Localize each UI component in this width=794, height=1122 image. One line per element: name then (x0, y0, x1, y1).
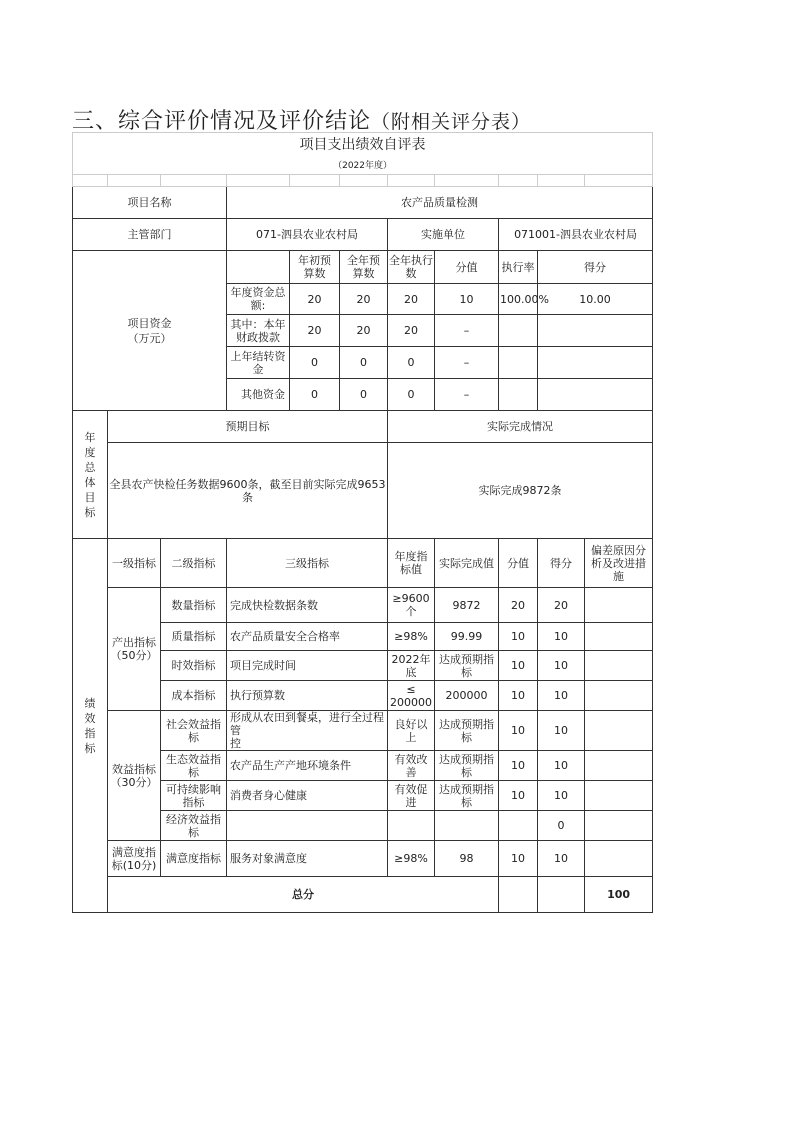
goal-actual: 实际完成9872条 (388, 443, 653, 539)
funds-header-score-value: 分值 (435, 251, 499, 284)
table-year: （2022年度） (73, 159, 653, 175)
funds-executed: 0 (388, 347, 435, 379)
ind-level2: 生态效益指 标 (161, 751, 227, 781)
funds-annual: 20 (340, 284, 388, 315)
ind-level2: 质量指标 (161, 623, 227, 651)
ind-score: 10 (538, 841, 585, 877)
funds-rate (499, 347, 538, 379)
funds-initial: 20 (290, 284, 340, 315)
ind-actual: 达成预期指 标 (435, 781, 499, 811)
ind-level3: 完成快检数据条数 (227, 588, 388, 623)
ind-target (388, 811, 435, 841)
funds-executed: 20 (388, 315, 435, 347)
ind-score: 10 (538, 711, 585, 751)
ind-score-value: 10 (499, 681, 538, 711)
ind-note (585, 651, 653, 681)
ind-note (585, 681, 653, 711)
ind-target: 良好以 上 (388, 711, 435, 751)
ind-actual: 98 (435, 841, 499, 877)
group-satisfaction (108, 841, 161, 877)
total-label: 总分 (108, 877, 499, 913)
section-heading-sub: （附相关评分表） (371, 111, 532, 133)
ind-actual: 200000 (435, 681, 499, 711)
dept-value: 071-泗县农业农村局 (227, 219, 388, 251)
ind-target: ≥98% (388, 841, 435, 877)
funds-score (538, 347, 653, 379)
section-heading (72, 104, 531, 135)
goal-actual-label: 实际完成情况 (388, 411, 653, 443)
ind-score: 0 (538, 811, 585, 841)
goal-expected: 全县农产快检任务数据9600条，截至目前实际完成9653条 (108, 443, 388, 539)
ind-level3 (227, 811, 388, 841)
ind-score-value: 10 (499, 623, 538, 651)
ind-actual: 达成预期指 标 (435, 751, 499, 781)
ind-target: 2022年 底 (388, 651, 435, 681)
dept-label: 主管部门 (73, 219, 227, 251)
total-score-value: 100 (585, 877, 653, 913)
ind-score: 10 (538, 651, 585, 681)
ind-score: 10 (538, 623, 585, 651)
funds-header-score: 得分 (538, 251, 653, 284)
project-name-label: 项目名称 (73, 187, 227, 219)
ind-actual: 99.99 (435, 623, 499, 651)
ind-header-target: 年度指 标值 (388, 539, 435, 588)
ind-target: ≤ 200000 (388, 681, 435, 711)
total-actual (538, 877, 585, 913)
ind-target: ≥98% (388, 623, 435, 651)
ind-note (585, 623, 653, 651)
ind-header-score: 得分 (538, 539, 585, 588)
funds-header-rate: 执行率 (499, 251, 538, 284)
ind-note (585, 811, 653, 841)
table-title: 项目支出绩效自评表 (73, 133, 653, 159)
funds-row-label: 上年结转资金 (227, 347, 290, 379)
ind-actual: 9872 (435, 588, 499, 623)
unit-value: 071001-泗县农业农村局 (499, 219, 653, 251)
funds-score (538, 379, 653, 411)
ind-note (585, 751, 653, 781)
funds-row-label: 年度资金总额: (227, 284, 290, 315)
goal-expected-label: 预期目标 (108, 411, 388, 443)
indicator-row (73, 841, 653, 877)
group-satisfaction-text: 满意度指 标(10分) (111, 845, 157, 872)
ind-header-level1: 一级指标 (108, 539, 161, 588)
group-benefit (108, 711, 161, 841)
ind-level2: 时效指标 (161, 651, 227, 681)
ind-score-value: 10 (499, 751, 538, 781)
funds-annual: 0 (340, 347, 388, 379)
total-row (73, 877, 653, 913)
ind-actual: 达成预期指 标 (435, 651, 499, 681)
ind-level2: 数量指标 (161, 588, 227, 623)
funds-score: 10.00 (538, 284, 653, 315)
ind-header-level2: 二级指标 (161, 539, 227, 588)
funds-rate: 100.00% (499, 284, 538, 315)
funds-rate (499, 315, 538, 347)
ind-score: 20 (538, 588, 585, 623)
goal-label-text: 年 度 总 体 目 标 (84, 430, 96, 519)
ind-header-level3: 三级指标 (227, 539, 388, 588)
funds-header-blank (227, 251, 290, 284)
funds-initial: 20 (290, 315, 340, 347)
ind-score-value: 10 (499, 841, 538, 877)
unit-label: 实施单位 (388, 219, 499, 251)
funds-executed: 20 (388, 284, 435, 315)
ind-score-value (499, 811, 538, 841)
funds-label (73, 251, 227, 411)
funds-header-annual: 全年预 算数 (340, 251, 388, 284)
ind-note (585, 711, 653, 751)
ind-level3: 形成从农田到餐桌，进行全过程管 控 (227, 711, 388, 751)
ind-actual: 达成预期指 标 (435, 711, 499, 751)
self-evaluation-table (72, 132, 653, 913)
ind-level3: 农产品质量安全合格率 (227, 623, 388, 651)
ind-header-actual: 实际完成值 (435, 539, 499, 588)
ind-score: 10 (538, 681, 585, 711)
ind-level3: 服务对象满意度 (227, 841, 388, 877)
ind-level3: 执行预算数 (227, 681, 388, 711)
funds-initial: 0 (290, 347, 340, 379)
funds-header-executed: 全年执行数 (388, 251, 435, 284)
ind-level2: 成本指标 (161, 681, 227, 711)
ind-level2: 可持续影响 指标 (161, 781, 227, 811)
funds-row-label: 其中：本年财政拨款 (227, 315, 290, 347)
ind-note (585, 841, 653, 877)
funds-row-label: 其他资金 (227, 379, 290, 411)
group-output (108, 588, 161, 711)
ind-level3: 项目完成时间 (227, 651, 388, 681)
funds-score-value: 10 (435, 284, 499, 315)
indicator-row (73, 588, 653, 623)
ind-level3: 消费者身心健康 (227, 781, 388, 811)
ind-score-value: 10 (499, 781, 538, 811)
funds-initial: 0 (290, 379, 340, 411)
ind-level3: 农产品生产产地环境条件 (227, 751, 388, 781)
ind-score-value: 20 (499, 588, 538, 623)
group-benefit-text: 效益指标 （30分） (110, 762, 158, 789)
funds-score-value: – (435, 347, 499, 379)
indicator-row (73, 711, 653, 751)
ind-target: 有效促 进 (388, 781, 435, 811)
funds-annual: 0 (340, 379, 388, 411)
indicators-label-text: 绩 效 指 标 (84, 696, 96, 755)
funds-label-text: 项目资金 （万元） (127, 316, 172, 345)
total-target (499, 877, 538, 913)
ind-score: 10 (538, 781, 585, 811)
ind-actual (435, 811, 499, 841)
ind-level2: 社会效益指 标 (161, 711, 227, 751)
ind-header-score-value: 分值 (499, 539, 538, 588)
project-name: 农产品质量检测 (227, 187, 653, 219)
ind-score-value: 10 (499, 651, 538, 681)
funds-score-value: – (435, 379, 499, 411)
ind-target: 有效改 善 (388, 751, 435, 781)
ind-note (585, 588, 653, 623)
ind-header-note: 偏差原因分 析及改进措 施 (585, 539, 653, 588)
funds-header-initial: 年初预 算数 (290, 251, 340, 284)
funds-score (538, 315, 653, 347)
funds-annual: 20 (340, 315, 388, 347)
group-output-text: 产出指标 （50分） (110, 636, 158, 662)
ind-target: ≥9600 个 (388, 588, 435, 623)
ind-score-value: 10 (499, 711, 538, 751)
ind-note (585, 781, 653, 811)
ind-level2: 满意度指标 (161, 841, 227, 877)
funds-rate (499, 379, 538, 411)
ind-level2: 经济效益指 标 (161, 811, 227, 841)
funds-executed: 0 (388, 379, 435, 411)
goal-label (73, 411, 108, 539)
funds-score-value: – (435, 315, 499, 347)
ind-score: 10 (538, 751, 585, 781)
section-heading-main: 三、综合评价情况及评价结论 (72, 109, 372, 134)
indicators-label (73, 539, 108, 913)
